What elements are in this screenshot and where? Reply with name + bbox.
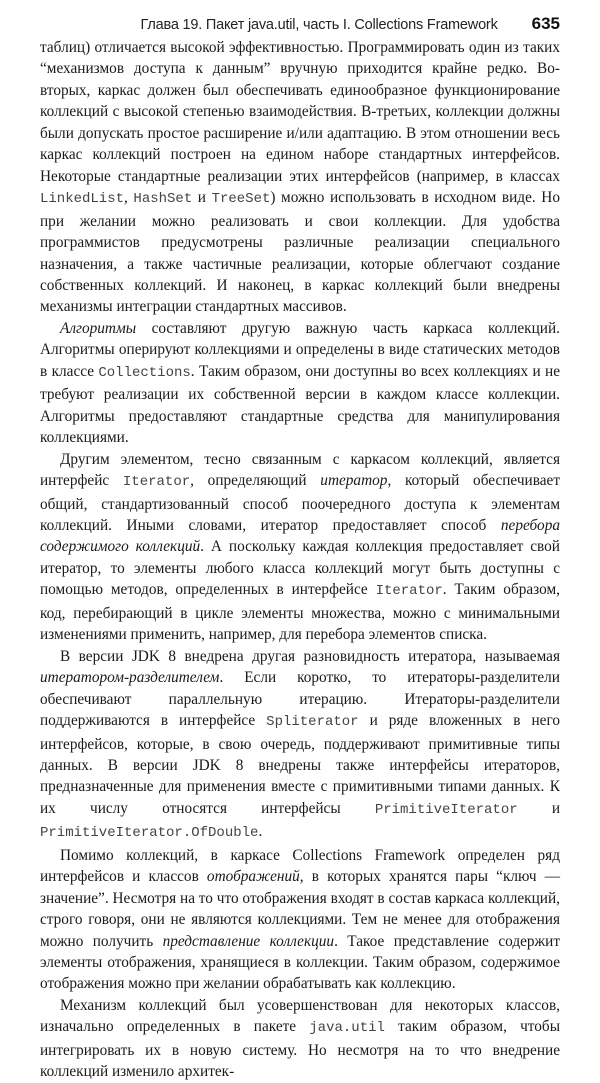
text-run: Механизм коллекций был усовершенствован для некоторых классов, изначально определенных в пакете xyxy=(40,996,560,1036)
page-body xyxy=(40,37,560,1083)
running-header xyxy=(40,14,560,36)
text-run: , определяющий xyxy=(190,472,321,490)
paragraph-5 xyxy=(40,845,560,995)
text-run: . xyxy=(258,823,263,841)
paragraph-4 xyxy=(40,646,560,845)
text-run: таким образом, чтобы интегрировать их в новую систему. Но несмотря на то что внедрение коллекций изменило архитек- xyxy=(40,1018,560,1081)
text-run: . Такое представление содержит элементы отображения, хранящиеся в коллекции. Таким образом, содержимое отображения можно при желании обрабатывать как коллекцию. xyxy=(40,932,560,993)
code-identifier: HashSet xyxy=(133,191,193,208)
code-identifier: TreeSet xyxy=(211,191,271,208)
emphasized-term: отображений xyxy=(206,868,300,886)
code-identifier: LinkedList xyxy=(40,191,125,208)
paragraph-2 xyxy=(40,318,560,449)
code-identifier: PrimitiveIterator.OfDouble xyxy=(40,825,259,842)
emphasized-term: перебора содержимого коллекций xyxy=(40,516,560,556)
emphasized-term: Алгоритмы xyxy=(60,319,137,337)
paragraph-6 xyxy=(40,995,560,1083)
text-run: , xyxy=(124,189,134,207)
chapter-title: Глава 19. Пакет java.util, часть I. Collections Framework xyxy=(140,17,498,33)
text-run: , который обеспечивает общий, стандартизованный способ поочередного доступа к элементам коллекций. Иными словами, итератор предоставляет способ xyxy=(40,472,560,534)
emphasized-term: итератором-разделителем xyxy=(40,669,220,687)
emphasized-term: итератор xyxy=(320,472,388,490)
text-run: . Таким образом, они доступны во всех коллекциях и не требуют реализации их собственной версии в каждом классе коллекции. Алгоритмы предоставляют стандартные средства для манипулирования коллекциями. xyxy=(40,362,560,447)
paragraph-3 xyxy=(40,449,560,646)
text-run: и xyxy=(192,189,212,207)
code-identifier: Collections xyxy=(98,364,191,381)
text-run: . Если коротко, то итераторы-разделители обеспечивают параллельную итерацию. Итераторы-разделители поддерживаются в интерфейсе xyxy=(40,669,560,730)
text-run: ) можно использовать в исходном виде. Но при желании можно реализовать и свои коллекции. Для удобства программистов предусмотрены различные реализации специального назначения, а также частичные реализации, которые облегчают создание собственных коллекций. И наконец, в каркас коллекций были внедрены механизмы интеграции стандартных массивов. xyxy=(40,189,560,316)
text-run: составляют другую важную часть каркаса коллекций. Алгоритмы оперируют коллекциями и определены в виде статических методов в классе xyxy=(40,319,560,380)
text-run: В версии JDK 8 внедрена другая разновидность итератора, называемая xyxy=(60,647,560,665)
text-run: , в которых хранятся пары “ключ — значение”. Несмотря на то что отображения входят в состав каркаса коллекций, строго говоря, они не являются коллекциями. Тем не менее для отображения можно получить xyxy=(40,868,560,950)
text-run: Другим элементом, тесно связанным с каркасом коллекций, является интерфейс xyxy=(40,450,560,490)
text-run: . А поскольку каждая коллекция предоставляет свой итератор, то элементы любого класса коллекций могут быть доступны с помощью методов, определенных в интерфейсе xyxy=(40,538,560,599)
text-run: и ряде вложенных в него интерфейсов, которые, в свою очередь, поддерживают примитивные типы данных. В версии JDK 8 внедрены также интерфейсы итераторов, предназначенные для применения вместе с примитивными типами данных. К их числу относятся интерфейсы xyxy=(40,712,560,817)
code-identifier: Spliterator xyxy=(266,714,359,731)
text-run: таблиц) отличается высокой эффективностью. Программировать один из таких “механизмов доступа к данным” вручную приходится крайне редко. Во-вторых, каркас должен был обеспечивать единообразное функционирование коллекций с высокой степенью взаимодействия. В-третьих, коллекции должны были допускать простое расширение и/или адаптацию. В этом отношении весь каркас коллекций построен на едином наборе стандартных интерфейсов. Некоторые стандартные реализации этих интерфейсов (например, в классах xyxy=(40,39,560,185)
code-identifier: PrimitiveIterator xyxy=(374,801,518,818)
text-run: Помимо коллекций, в каркасе Collections Framework определен ряд интерфейсов и классов xyxy=(40,846,560,886)
code-identifier: java.util xyxy=(309,1020,385,1037)
text-run: . Таким образом, код, перебирающий в цикле элементы множества, можно с минимальными изменениями применить, например, для перебора элементов списка. xyxy=(40,581,560,644)
text-run: и xyxy=(517,799,561,817)
code-identifier: Iterator xyxy=(375,583,443,600)
emphasized-term: представление коллекции xyxy=(162,932,335,950)
code-identifier: Iterator xyxy=(122,474,191,491)
paragraph-1 xyxy=(40,37,560,318)
page-number: 635 xyxy=(531,14,560,33)
